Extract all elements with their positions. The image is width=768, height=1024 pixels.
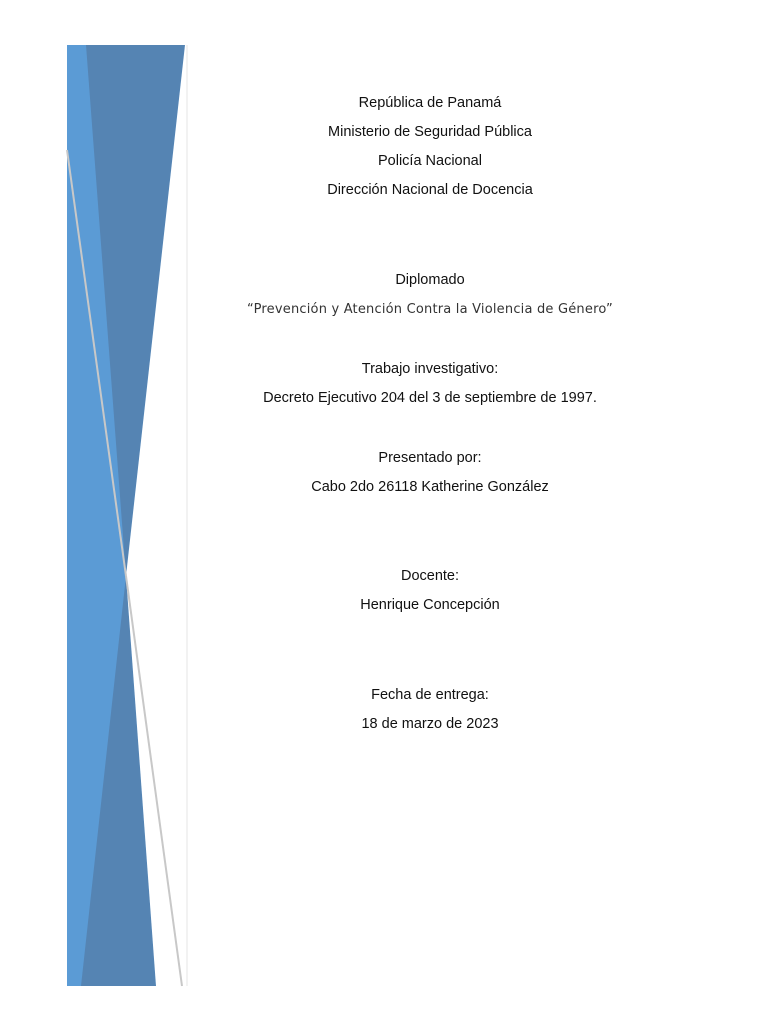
ministry-line: Ministerio de Seguridad Pública (328, 124, 532, 140)
presenter-label: Presentado por: (378, 450, 482, 466)
course-block (200, 266, 660, 324)
presenter-block (200, 444, 660, 502)
institution-header (200, 89, 660, 205)
course-title: “Prevención y Atención Contra la Violencia de Género” (247, 302, 613, 317)
police-line: Policía Nacional (378, 153, 482, 169)
country-line: República de Panamá (358, 95, 502, 111)
work-block (200, 355, 660, 413)
teacher-label: Docente: (400, 568, 460, 584)
decorative-side-band (0, 0, 200, 1024)
presenter-name: Cabo 2do 26118 Katherine González (311, 479, 549, 495)
teacher-block (200, 562, 660, 620)
delivery-block (200, 681, 660, 739)
course-label: Diplomado (395, 272, 465, 288)
delivery-label: Fecha de entrega: (371, 687, 489, 703)
delivery-date: 18 de marzo de 2023 (361, 716, 499, 732)
directorate-line: Dirección Nacional de Docencia (327, 182, 533, 198)
work-label: Trabajo investigativo: (361, 361, 499, 377)
work-title: Decreto Ejecutivo 204 del 3 de septiembre de 1997. (263, 390, 597, 406)
teacher-name: Henrique Concepción (360, 597, 500, 613)
